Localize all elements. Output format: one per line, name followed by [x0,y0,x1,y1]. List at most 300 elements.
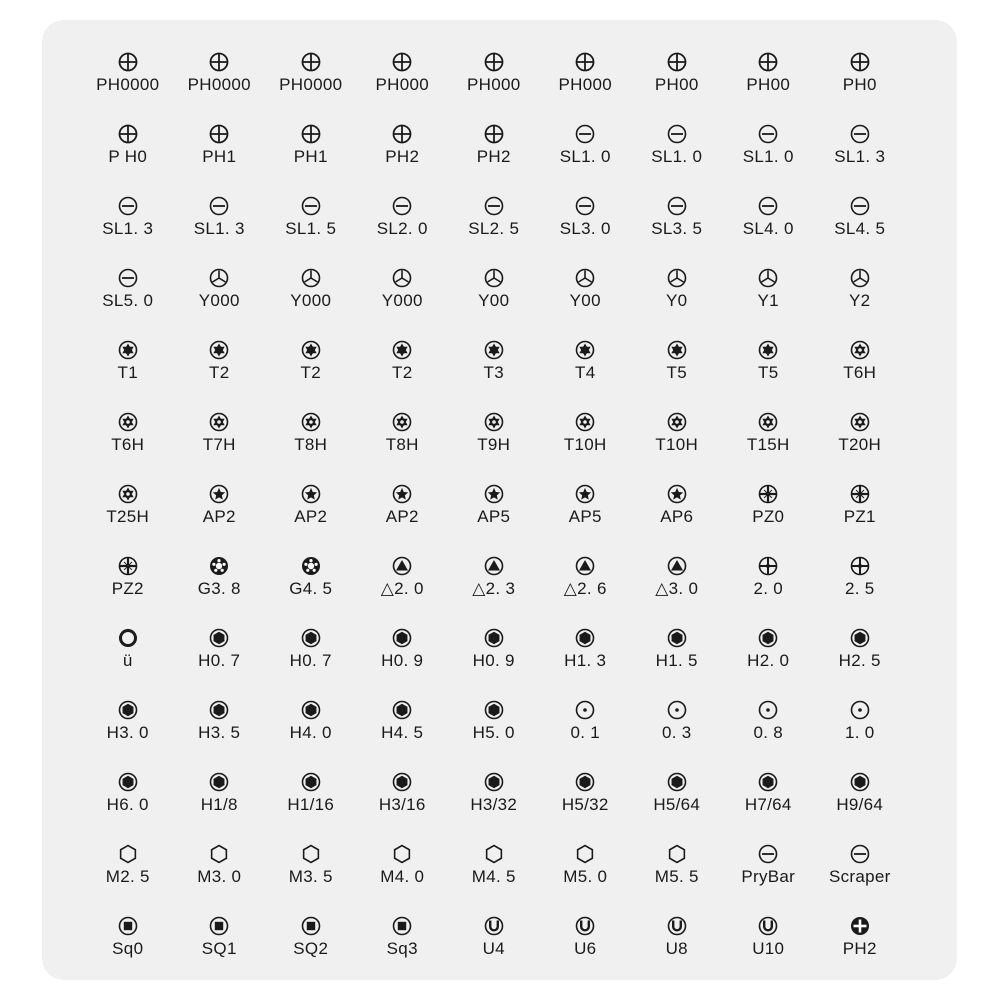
ring-icon [117,627,139,649]
dot-circle-icon [849,699,871,721]
bit-label: H1. 5 [655,651,698,670]
bit-cell [540,762,632,834]
bit-label: H0. 9 [381,651,424,670]
bit-cell [448,42,540,114]
bit-label: ü [122,651,133,670]
slotted-icon [757,195,779,217]
hex-icon [300,627,322,649]
square-icon [300,915,322,937]
bit-cell [631,330,723,402]
bit-label: U10 [752,939,785,958]
slotted-icon [666,123,688,145]
bit-label: PH0 [842,75,877,94]
bit-label: 0. 8 [753,723,784,742]
bit-cell [814,114,906,186]
bit-cell [265,834,357,906]
bit-label: H0. 7 [198,651,241,670]
bit-cell [82,42,174,114]
bit-label: M4. 5 [471,867,516,886]
bit-cell [82,762,174,834]
hex-icon [666,771,688,793]
bit-label: T6H [843,363,877,382]
bit-cell [265,690,357,762]
bit-cell [174,762,266,834]
bit-label: Y000 [290,291,332,310]
pentalobe-icon [208,483,230,505]
bit-label: SL4. 5 [834,219,886,238]
phillips-icon [208,51,230,73]
slotted-icon [849,843,871,865]
hex-outline-icon [574,843,596,865]
phillips-icon [300,51,322,73]
bit-label: M3. 5 [288,867,333,886]
bit-cell [448,330,540,402]
tri-wing-icon [849,267,871,289]
triangle-icon [666,555,688,577]
dot-circle-icon [757,699,779,721]
bit-label: H3. 5 [198,723,241,742]
bit-label: H3. 0 [106,723,149,742]
triangle-icon [483,555,505,577]
bit-label: 0. 1 [570,723,601,742]
hex-icon [208,627,230,649]
bit-cell [265,906,357,978]
bit-cell [723,186,815,258]
dot-circle-icon [666,699,688,721]
bit-cell [631,474,723,546]
bit-cell [448,546,540,618]
torx-security-icon [208,411,230,433]
bit-cell [723,690,815,762]
hex-icon [391,699,413,721]
bit-cell [82,546,174,618]
bit-label: 2. 5 [844,579,875,598]
pozidriv-icon [849,483,871,505]
bit-label: Y2 [849,291,871,310]
bit-cell [814,618,906,690]
bit-label: M2. 5 [105,867,150,886]
bit-label: T5 [666,363,687,382]
bit-cell [540,330,632,402]
gamebit-icon [208,555,230,577]
bit-cell [265,186,357,258]
slotted-icon [208,195,230,217]
bit-label: H1/16 [287,795,335,814]
bit-label: M5. 5 [654,867,699,886]
bit-cell [174,258,266,330]
bit-label: H1. 3 [564,651,607,670]
pozidriv-icon [757,483,779,505]
slotted-icon [483,195,505,217]
bit-cell [448,906,540,978]
hex-outline-icon [483,843,505,865]
bit-label: PH1 [202,147,237,166]
pentalobe-icon [666,483,688,505]
bit-label: H0. 7 [289,651,332,670]
bit-cell [265,402,357,474]
bit-label: U4 [482,939,505,958]
bit-label: AP2 [385,507,419,526]
bit-label: H5. 0 [472,723,515,742]
bit-label: △2. 3 [472,579,516,598]
bit-cell [723,618,815,690]
phillips-icon [574,51,596,73]
hex-icon [666,627,688,649]
bit-cell [448,834,540,906]
bit-label: SL3. 5 [651,219,703,238]
bit-cell [814,690,906,762]
bit-label: SL1. 0 [651,147,703,166]
hex-icon [483,627,505,649]
bit-label: H0. 9 [472,651,515,670]
hex-outline-icon [666,843,688,865]
bit-cell [540,834,632,906]
bit-label: SL2. 0 [376,219,428,238]
bit-cell [814,42,906,114]
bit-cell [357,690,449,762]
bit-cell [814,906,906,978]
hex-icon [849,627,871,649]
torx-icon [666,339,688,361]
torx-icon [300,339,322,361]
bit-label: PH0000 [187,75,251,94]
bit-cell [631,546,723,618]
triangle-icon [391,555,413,577]
bit-label: SL1. 5 [285,219,337,238]
bit-label: T2 [392,363,413,382]
bit-cell [723,42,815,114]
u-bit-icon [483,915,505,937]
bit-label: T20H [838,435,882,454]
square-icon [117,915,139,937]
bit-label: 2. 0 [753,579,784,598]
bit-cell [357,114,449,186]
bit-cell [631,906,723,978]
bit-cell [448,690,540,762]
torx-icon [483,339,505,361]
hex-icon [574,771,596,793]
bit-label: PH00 [746,75,791,94]
bit-label: T9H [477,435,511,454]
bit-cell [631,834,723,906]
slotted-icon [666,195,688,217]
bit-label: AP2 [202,507,236,526]
bit-label: T2 [300,363,321,382]
hex-outline-icon [300,843,322,865]
pentalobe-icon [483,483,505,505]
bit-cell [723,906,815,978]
hex-icon [391,771,413,793]
bit-label: H3/32 [470,795,518,814]
bit-label: M3. 0 [197,867,242,886]
cross-icon [849,555,871,577]
bit-label: Sq0 [112,939,144,958]
bit-label: H5/64 [653,795,701,814]
hex-icon [574,627,596,649]
bit-label: PZ0 [752,507,785,526]
phillips-icon [666,51,688,73]
bit-cell [540,114,632,186]
torx-security-icon [849,411,871,433]
bit-cell [814,474,906,546]
phillips-icon [391,51,413,73]
bit-label: PryBar [741,867,796,886]
bit-label: M4. 0 [380,867,425,886]
bit-label: SL4. 0 [742,219,794,238]
hex-icon [300,771,322,793]
bit-label: H4. 0 [289,723,332,742]
phillips-icon [849,51,871,73]
torx-security-icon [300,411,322,433]
bit-label: T8H [294,435,328,454]
bit-cell [82,330,174,402]
pentalobe-icon [300,483,322,505]
tri-wing-icon [666,267,688,289]
bit-label: AP5 [568,507,602,526]
pozidriv-icon [117,555,139,577]
tri-wing-icon [757,267,779,289]
slotted-icon [757,123,779,145]
slotted-icon [757,843,779,865]
bit-cell [82,402,174,474]
bit-label: T1 [117,363,138,382]
bit-label: SL1. 3 [102,219,154,238]
bit-label: H2. 5 [838,651,881,670]
bit-cell [357,42,449,114]
bit-cell [448,474,540,546]
bit-label: T10H [563,435,607,454]
bit-label: P H0 [108,147,148,166]
slotted-icon [391,195,413,217]
u-bit-icon [574,915,596,937]
torx-icon [391,339,413,361]
torx-icon [208,339,230,361]
bit-cell [357,330,449,402]
hex-icon [117,699,139,721]
bit-label: H4. 5 [381,723,424,742]
bit-label: SL5. 0 [102,291,154,310]
bit-cell [448,258,540,330]
phillips-icon [483,51,505,73]
phillips-icon [300,123,322,145]
bit-label: PZ1 [843,507,876,526]
bit-cell [174,114,266,186]
u-bit-icon [757,915,779,937]
bit-cell [723,114,815,186]
bit-label: SL1. 3 [193,219,245,238]
bit-cell [631,114,723,186]
bit-cell [82,186,174,258]
bit-grid [82,42,997,978]
bit-label: PH000 [558,75,612,94]
bit-label: T7H [202,435,236,454]
bit-cell [448,186,540,258]
bit-cell [357,618,449,690]
bit-label: SL1. 0 [559,147,611,166]
bit-cell [82,258,174,330]
hex-outline-icon [391,843,413,865]
bit-cell [723,330,815,402]
slotted-icon [300,195,322,217]
bit-label: PH2 [476,147,511,166]
torx-security-icon [117,411,139,433]
bit-label: PH2 [842,939,877,958]
bit-cell [814,258,906,330]
bit-cell [631,690,723,762]
bit-label: Y00 [569,291,601,310]
bit-cell [174,906,266,978]
phillips-icon [391,123,413,145]
bit-cell [265,330,357,402]
bit-cell [631,186,723,258]
bit-cell [174,330,266,402]
bit-cell [174,834,266,906]
bit-label: H3/16 [378,795,426,814]
bit-cell [82,906,174,978]
tri-wing-icon [391,267,413,289]
bit-cell [631,258,723,330]
bit-cell [814,546,906,618]
hex-icon [208,699,230,721]
bit-label: PH00 [654,75,699,94]
bit-label: PH0000 [279,75,343,94]
bit-cell [723,546,815,618]
bit-cell [265,258,357,330]
tri-wing-icon [574,267,596,289]
bit-label: H1/8 [200,795,238,814]
bit-cell [540,690,632,762]
bit-cell [357,474,449,546]
pentalobe-icon [391,483,413,505]
torx-security-icon [574,411,596,433]
bit-label: Y000 [198,291,240,310]
bit-label: U6 [574,939,597,958]
bit-label: T25H [106,507,150,526]
pentalobe-icon [574,483,596,505]
dot-circle-icon [574,699,596,721]
torx-security-icon [757,411,779,433]
bit-cell [631,618,723,690]
bit-label: T6H [111,435,145,454]
bit-label: △3. 0 [655,579,699,598]
gamebit-icon [300,555,322,577]
hex-icon [757,771,779,793]
hex-icon [757,627,779,649]
slotted-icon [849,123,871,145]
bit-cell [448,114,540,186]
hex-icon [117,771,139,793]
hex-icon [849,771,871,793]
hex-icon [391,627,413,649]
bit-label: SQ1 [201,939,237,958]
bit-label: Sq3 [386,939,418,958]
bit-label: PH0000 [96,75,160,94]
bit-label: T15H [746,435,790,454]
bit-cell [540,402,632,474]
bit-label: AP5 [477,507,511,526]
bit-cell [265,474,357,546]
bit-label: G3. 8 [197,579,241,598]
bit-label: M5. 0 [563,867,608,886]
bit-cell [82,474,174,546]
bit-cell [174,402,266,474]
torx-security-icon [849,339,871,361]
slotted-icon [117,195,139,217]
bit-cell [723,834,815,906]
phillips-icon [117,51,139,73]
bit-cell [814,762,906,834]
bit-label: H7/64 [744,795,792,814]
bit-label: PZ2 [111,579,144,598]
bit-cell [814,834,906,906]
tri-wing-icon [483,267,505,289]
square-icon [391,915,413,937]
hex-outline-icon [208,843,230,865]
bit-label: T4 [575,363,596,382]
bit-cell [174,690,266,762]
bit-label: Y00 [478,291,510,310]
bit-cell [448,618,540,690]
bit-cell [814,330,906,402]
bit-cell [357,402,449,474]
bit-label: SL1. 3 [834,147,886,166]
hex-icon [483,771,505,793]
u-bit-icon [666,915,688,937]
bit-label: △2. 0 [380,579,424,598]
bit-cell [540,546,632,618]
hex-icon [483,699,505,721]
bit-cell [174,546,266,618]
phillips-icon [208,123,230,145]
bit-label: T3 [483,363,504,382]
bit-label: AP6 [660,507,694,526]
bit-cell [265,546,357,618]
bit-label: Y0 [666,291,688,310]
square-icon [208,915,230,937]
bit-cell [540,42,632,114]
bit-cell [540,906,632,978]
bit-label: AP2 [294,507,328,526]
phillips-icon [757,51,779,73]
bit-cell [174,474,266,546]
bit-cell [631,402,723,474]
bit-cell [174,186,266,258]
torx-security-icon [117,483,139,505]
bit-label: SQ2 [293,939,329,958]
bit-label: Scraper [828,867,891,886]
bit-cell [265,114,357,186]
bit-cell [723,402,815,474]
hex-outline-icon [117,843,139,865]
bit-cell [631,762,723,834]
bit-label: U8 [665,939,688,958]
bit-cell [82,690,174,762]
bit-label: G4. 5 [289,579,333,598]
triangle-icon [574,555,596,577]
bit-label: PH000 [375,75,429,94]
bit-cell [448,762,540,834]
bit-cell [265,762,357,834]
slotted-icon [849,195,871,217]
bit-cell [723,762,815,834]
bit-label: Y000 [381,291,423,310]
bit-label: Y1 [757,291,779,310]
bit-cell [723,474,815,546]
bit-label: T10H [655,435,699,454]
tri-wing-icon [208,267,230,289]
bit-cell [265,618,357,690]
bit-chart-panel [42,20,957,980]
